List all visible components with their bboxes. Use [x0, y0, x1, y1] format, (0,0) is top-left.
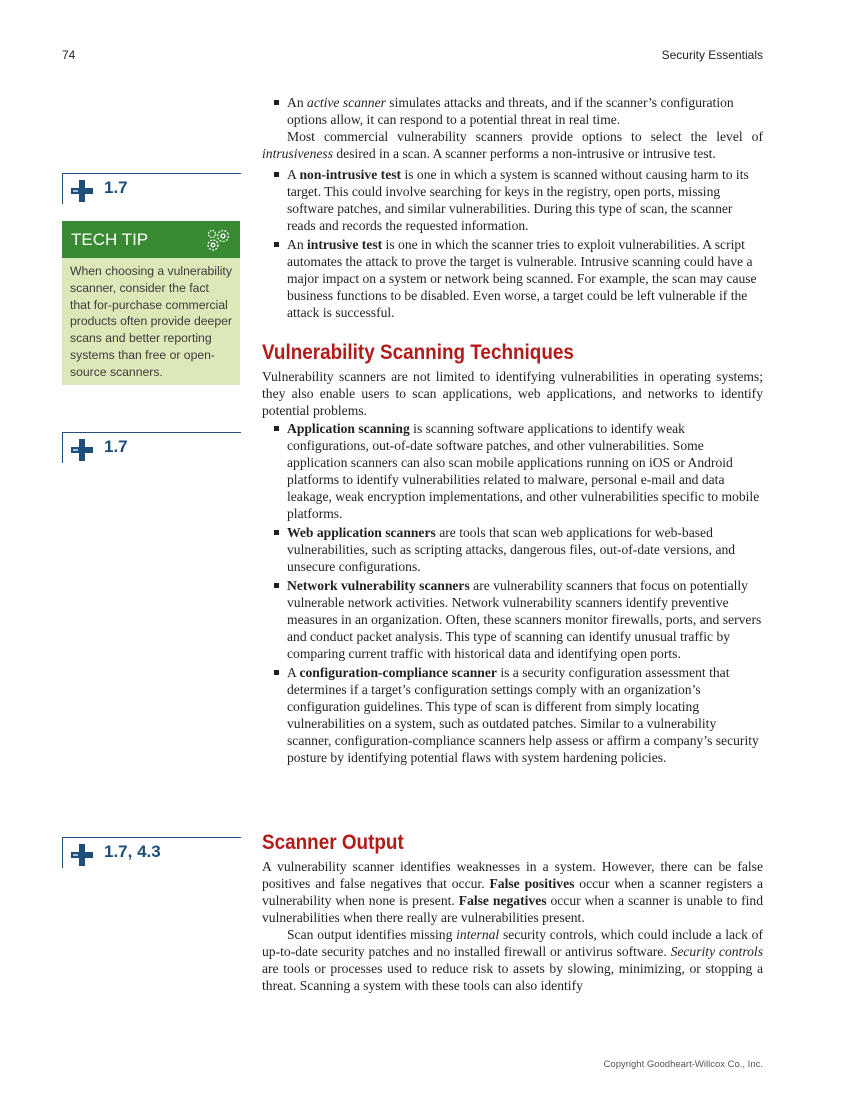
key-term: False negatives: [458, 893, 547, 908]
bullet-item: [262, 94, 763, 128]
objective-marker: [62, 837, 241, 868]
text-run: are tools that scan web applications for web-based vulnerabilities, such as scripting attacks, dangerous files, out-of-date versions, and unsecure configurations.: [287, 525, 736, 574]
key-term: False positives: [489, 876, 575, 891]
emphasis: Security controls: [670, 944, 763, 959]
text-run: A: [287, 665, 300, 680]
paragraph: [262, 368, 763, 419]
section-heading: Scanner Output: [262, 831, 404, 854]
bullet-item: [262, 420, 763, 522]
plus-icon: [71, 439, 93, 461]
objective-label: 1.7, 4.3: [104, 842, 161, 861]
text-run: A: [287, 167, 300, 182]
gears-icon: [206, 227, 232, 253]
section-heading: Vulnerability Scanning Techniques: [262, 341, 574, 364]
text-run: occur when a scanner registers a vulnerability when none is present.: [262, 876, 763, 908]
bullet-list: [262, 166, 763, 323]
key-term: configuration-compliance scanner: [299, 665, 497, 680]
paragraph: [262, 858, 763, 926]
text-run: are tools or processes used to reduce risk to assets by slowing, minimizing, or stopping a threat. Scanning a system with these tools can also identify: [262, 961, 763, 993]
text-run: is a security configuration assessment that determines if a target’s configuration settings comply with an organization’s configuration guidelines. This type of scan is different from simply locating vulnerabilities on a system, such as outdated patches. Similar to a vulnerability scanner, configuration-compliance scanners help assess or affirm a company’s security posture by identifying potential flaws with system hardening policies.: [287, 665, 759, 765]
objective-marker: [62, 432, 241, 463]
tech-tip-box: [62, 221, 240, 385]
text-run: Scan output identifies missing: [287, 927, 457, 942]
running-header: Security Essentials: [661, 48, 763, 62]
text-run: desired in a scan. A scanner performs a non-intrusive or intrusive test.: [332, 146, 716, 161]
copyright: Copyright Goodheart-Willcox Co., Inc.: [603, 1059, 763, 1070]
bullet-item: [262, 166, 763, 234]
key-term: Network vulnerability scanners: [287, 578, 470, 593]
objective-marker: [62, 173, 241, 204]
text-run: A vulnerability scanner identifies weaknesses in a system. However, there can be false positives and false negatives that occur.: [262, 859, 763, 891]
text-run: occur when a scanner is unable to find vulnerabilities when there really are vulnerabilities present.: [262, 893, 764, 925]
objective-label: 1.7: [104, 437, 128, 456]
text-run: An: [287, 95, 308, 110]
paragraph: [262, 926, 763, 994]
tech-tip-title: TECH TIP: [71, 230, 149, 249]
text-run: is one in which the scanner tries to exploit vulnerabilities. A script automates the attack to prove the target is vulnerable. Intrusive scanning could have a major impact on a system or network being scanned. For example, the scan may cause business functions to be disabled. Even worse, a target could be left vulnerable if the attack is successful.: [287, 237, 757, 320]
text-run: is scanning software applications to identify weak configurations, out-of-date software patches, and other vulnerabilities. Some application scanners can also scan mobile applications running on iOS or Android platforms to identify vulnerabilities related to malware, personal e-mail and data leakage, weak encryption implementations, and other vulnerabilities specific to mobile platforms.: [287, 421, 760, 521]
key-term: Application scanning: [287, 421, 410, 436]
bullet-item: [262, 524, 763, 575]
text-run: Most commercial vulnerability scanners provide options to select the level of: [287, 129, 763, 144]
bullet-item: [262, 577, 763, 662]
bullet-list: [262, 420, 763, 768]
text-run: An: [287, 237, 308, 252]
objective-label: 1.7: [104, 178, 128, 197]
text-run: is one in which a system is scanned without causing harm to its target. This could involve searching for keys in the registry, open ports, missing software patches, and similar vulnerabilities. During this type of scan, the scanner reads and records the requested information.: [287, 167, 749, 233]
plus-icon: [71, 844, 93, 866]
text-run: simulates attacks and threats, and if the scanner’s configuration options allow, it can respond to a potential threat in real time.: [287, 95, 734, 127]
bullet-item: [262, 236, 763, 321]
emphasis: internal: [456, 927, 500, 942]
tech-tip-text: When choosing a vulnerability scanner, consider the fact that for-purchase commercial products often provide deeper scans and better reporting systems than free or open-source scanners.: [70, 264, 232, 379]
emphasis: intrusiveness: [262, 146, 333, 161]
text-run: Vulnerability scanners are not limited to identifying vulnerabilities in operating systems; they also enable users to scan applications, web applications, and networks to identify potential problems.: [262, 369, 763, 418]
emphasis: active scanner: [307, 95, 386, 110]
page-number: 74: [62, 48, 76, 62]
key-term: intrusive test: [307, 237, 383, 252]
key-term: non-intrusive test: [299, 167, 402, 182]
paragraph: [262, 128, 763, 162]
plus-icon: [71, 180, 93, 202]
text-run: are vulnerability scanners that focus on potentially vulnerable network activities. Network vulnerability scanners identify preventive measures in an organization. Often, these scanners monitor firewalls, ports, and servers and conduct packet analysis. This type of scanning can identify unusual traffic by comparing current traffic with historical data and identifying open ports.: [287, 578, 762, 661]
bullet-item: [262, 664, 763, 766]
bullet-list: [262, 94, 763, 130]
text-run: security controls, which could include a lack of up-to-date security patches and no installed firewall or antivirus software.: [262, 927, 763, 959]
key-term: Web application scanners: [287, 525, 436, 540]
